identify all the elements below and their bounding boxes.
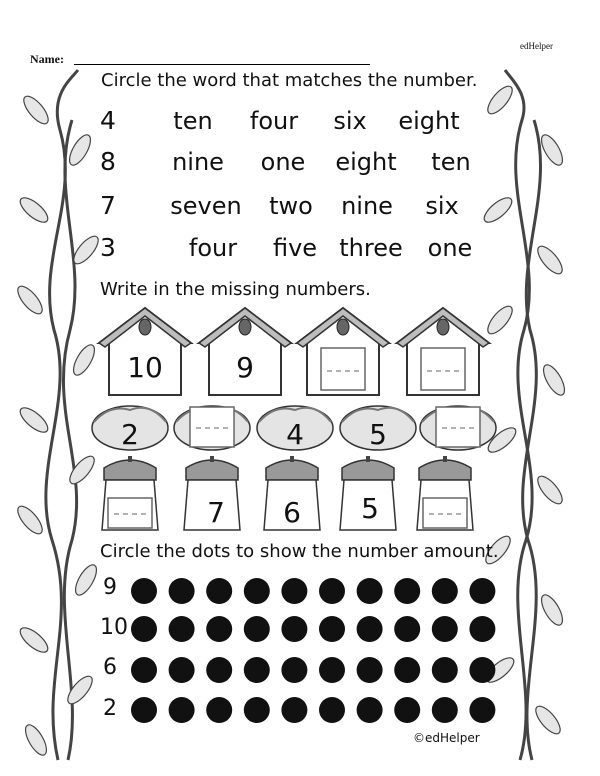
- count-dot[interactable]: [394, 697, 420, 723]
- count-dot[interactable]: [319, 697, 345, 723]
- word-choice[interactable]: six: [425, 192, 459, 220]
- word-choice[interactable]: two: [269, 192, 313, 220]
- word-choice[interactable]: six: [333, 107, 367, 135]
- count-dot[interactable]: [244, 578, 270, 604]
- word-row-number: 3: [100, 233, 116, 262]
- word-choice[interactable]: four: [188, 234, 238, 262]
- count-dot[interactable]: [131, 578, 157, 604]
- nest-number: 2: [121, 418, 139, 451]
- count-dot[interactable]: [394, 657, 420, 683]
- count-dot[interactable]: [169, 578, 195, 604]
- count-dot[interactable]: [319, 616, 345, 642]
- word-choice[interactable]: nine: [341, 192, 393, 220]
- count-dot[interactable]: [206, 657, 232, 683]
- count-dot[interactable]: [169, 697, 195, 723]
- name-label: Name:: [30, 52, 64, 66]
- count-dot[interactable]: [469, 657, 495, 683]
- word-row-number: 8: [100, 147, 116, 176]
- word-choice[interactable]: ten: [431, 148, 471, 176]
- count-dot[interactable]: [169, 657, 195, 683]
- count-dot[interactable]: [169, 616, 195, 642]
- nest-number: 5: [369, 418, 387, 451]
- count-dot[interactable]: [357, 657, 383, 683]
- count-dot[interactable]: [206, 697, 232, 723]
- count-dot[interactable]: [432, 578, 458, 604]
- word-choice[interactable]: eight: [335, 148, 397, 176]
- acorn-house-number: 5: [361, 492, 379, 525]
- word-choice[interactable]: three: [339, 234, 403, 262]
- word-row-number: 4: [100, 106, 116, 135]
- count-dot[interactable]: [131, 657, 157, 683]
- count-dot[interactable]: [394, 578, 420, 604]
- section3-title: Circle the dots to show the number amount.: [100, 541, 499, 562]
- word-choice[interactable]: four: [249, 107, 299, 135]
- acorn-house-number: 7: [207, 496, 225, 529]
- count-dot[interactable]: [469, 697, 495, 723]
- count-dot[interactable]: [244, 616, 270, 642]
- word-choice[interactable]: seven: [170, 192, 242, 220]
- count-dot[interactable]: [244, 697, 270, 723]
- word-choice[interactable]: five: [272, 234, 318, 262]
- count-dot[interactable]: [394, 616, 420, 642]
- count-dot[interactable]: [357, 578, 383, 604]
- acorn-house-number: 6: [283, 496, 301, 529]
- word-choice[interactable]: one: [260, 148, 306, 176]
- dot-row-number: 10: [100, 615, 128, 640]
- birdhouse-number: 10: [127, 351, 163, 384]
- dot-row-number: 6: [103, 655, 117, 680]
- count-dot[interactable]: [432, 616, 458, 642]
- count-dot[interactable]: [357, 697, 383, 723]
- word-choice[interactable]: nine: [172, 148, 224, 176]
- count-dot[interactable]: [281, 616, 307, 642]
- count-dot[interactable]: [281, 657, 307, 683]
- count-dot[interactable]: [281, 578, 307, 604]
- count-dot[interactable]: [131, 616, 157, 642]
- word-row-number: 7: [100, 191, 116, 220]
- copyright-text: ©edHelper: [413, 731, 480, 745]
- count-dot[interactable]: [432, 697, 458, 723]
- brand-label: edHelper: [520, 41, 553, 51]
- count-dot[interactable]: [131, 697, 157, 723]
- dot-row-number: 2: [103, 696, 117, 721]
- count-dot[interactable]: [206, 578, 232, 604]
- word-choice[interactable]: one: [427, 234, 473, 262]
- section1-title: Circle the word that matches the number.: [101, 70, 478, 91]
- birdhouse-number: 9: [236, 351, 254, 384]
- count-dot[interactable]: [281, 697, 307, 723]
- word-choice[interactable]: eight: [398, 107, 460, 135]
- count-dot[interactable]: [206, 616, 232, 642]
- nest-number: 4: [286, 418, 304, 451]
- dot-row-number: 9: [103, 575, 117, 600]
- count-dot[interactable]: [244, 657, 270, 683]
- count-dot[interactable]: [432, 657, 458, 683]
- section2-title: Write in the missing numbers.: [100, 279, 371, 300]
- count-dot[interactable]: [469, 578, 495, 604]
- count-dot[interactable]: [357, 616, 383, 642]
- count-dot[interactable]: [319, 578, 345, 604]
- word-choice[interactable]: ten: [173, 107, 213, 135]
- count-dot[interactable]: [469, 616, 495, 642]
- count-dot[interactable]: [319, 657, 345, 683]
